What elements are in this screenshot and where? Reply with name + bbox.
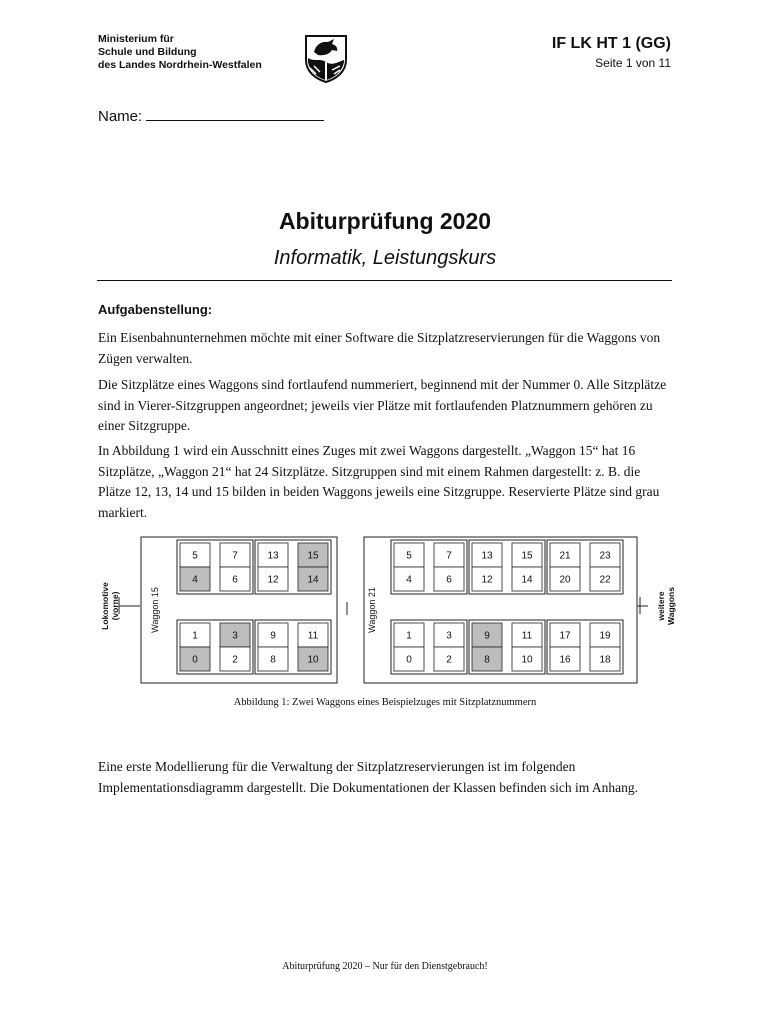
seat-number: 8 xyxy=(484,654,490,666)
seat-number: 15 xyxy=(307,550,319,562)
seat-number: 5 xyxy=(192,550,198,562)
ministry-line: Schule und Bildung xyxy=(98,46,197,58)
seat-number: 7 xyxy=(232,550,238,562)
ministry-name xyxy=(98,33,262,72)
title-divider xyxy=(97,280,672,281)
seat-number: 11 xyxy=(307,630,319,642)
seat-number: 1 xyxy=(406,630,412,642)
paragraph-intro: Ein Eisenbahnunternehmen möchte mit einer Software die Sitzplatzreservierungen für die Waggons von Zügen verwalten. xyxy=(98,330,661,366)
seat-number: 10 xyxy=(521,654,533,666)
page-number: Seite 1 von 11 xyxy=(595,56,671,70)
section-heading: Aufgabenstellung: xyxy=(98,302,213,317)
seat-number: 11 xyxy=(521,630,533,642)
paragraph-modelling: Eine erste Modellierung für die Verwaltung der Sitzplatzreservierungen ist im folgenden Implementationsdiagramm dargestellt. Die Dokumentationen der Klassen befinden sich im Anhang. xyxy=(98,759,638,795)
seat-number: 14 xyxy=(521,574,533,586)
page-title: Abiturprüfung 2020 xyxy=(278,208,492,234)
seat-number: 3 xyxy=(232,630,238,642)
seat-number: 10 xyxy=(307,654,319,666)
seat-number: 9 xyxy=(484,630,490,642)
seat-number: 3 xyxy=(446,630,452,642)
seat-number: 21 xyxy=(559,550,571,562)
seat-number: 4 xyxy=(406,574,412,586)
seat-number: 14 xyxy=(307,574,319,586)
seat-number: 13 xyxy=(481,550,493,562)
train-diagram xyxy=(100,532,690,692)
page-subtitle: Informatik, Leistungskurs xyxy=(273,247,497,269)
seat-number: 18 xyxy=(599,654,611,666)
paragraph-numbering: Die Sitzplätze eines Waggons sind fortlaufend nummeriert, beginnend mit der Nummer 0. Alle Sitzplätze sind in Vierer-Sitzgruppen angeordnet; jeweils vier Plätze mit fortlaufenden Platznummern gehören zu einer Sitzgruppe. xyxy=(98,377,667,433)
locomotive-label: Lokomotive(vorne) xyxy=(100,582,120,630)
figure-caption: Abbildung 1: Zwei Waggons eines Beispielzuges mit Sitzplatznummern xyxy=(233,697,537,708)
exam-code: IF LK HT 1 (GG) xyxy=(551,35,671,52)
name-label: Name: xyxy=(98,108,143,125)
seat-number: 15 xyxy=(521,550,533,562)
paragraph-figure-description: In Abbildung 1 wird ein Ausschnitt eines Zuges mit zwei Waggons dargestellt. „Waggon 15“ hat 16 Sitzplätze, „Waggon 21“ hat 24 Sitzplätze. Sitzgruppen sind mit einem Rahmen dargestellt: z. B. die Plätze 12, 13, 14 und 15 bilden in beiden Waggons jeweils eine Sitzgruppe. Reservierte Plätze sind grau markiert. xyxy=(98,443,660,520)
ministry-line: Ministerium für xyxy=(98,33,174,45)
seat-number: 2 xyxy=(232,654,238,666)
more-wagons-label: weitereWaggons xyxy=(656,587,676,625)
seat-number: 20 xyxy=(559,574,571,586)
seat-number: 6 xyxy=(446,574,452,586)
seat-number: 13 xyxy=(267,550,279,562)
exam-code-block xyxy=(552,35,671,70)
seat-number: 9 xyxy=(270,630,276,642)
seat-number: 0 xyxy=(406,654,412,666)
nrw-crest-icon xyxy=(300,32,352,84)
seat-number: 0 xyxy=(192,654,198,666)
seat-number: 1 xyxy=(192,630,198,642)
page-footer: Abiturprüfung 2020 – Nur für den Dienstgebrauch! xyxy=(282,961,488,972)
seat-number: 17 xyxy=(559,630,571,642)
seat-number: 4 xyxy=(192,574,198,586)
seat-number: 7 xyxy=(446,550,452,562)
ministry-line: des Landes Nordrhein-Westfalen xyxy=(98,59,262,71)
name-underline xyxy=(146,119,324,121)
seat-number: 23 xyxy=(599,550,611,562)
seat-number: 2 xyxy=(446,654,452,666)
seat-number: 8 xyxy=(270,654,276,666)
seat-number: 6 xyxy=(232,574,238,586)
seat-number: 12 xyxy=(267,574,279,586)
seat-number: 22 xyxy=(599,574,611,586)
seat-number: 19 xyxy=(599,630,611,642)
name-field xyxy=(98,108,324,125)
seat-number: 16 xyxy=(559,654,571,666)
seat-number: 5 xyxy=(406,550,412,562)
seat-number: 12 xyxy=(481,574,493,586)
wagon-label: Waggon 21 xyxy=(367,587,377,633)
wagon-label: Waggon 15 xyxy=(150,587,160,633)
